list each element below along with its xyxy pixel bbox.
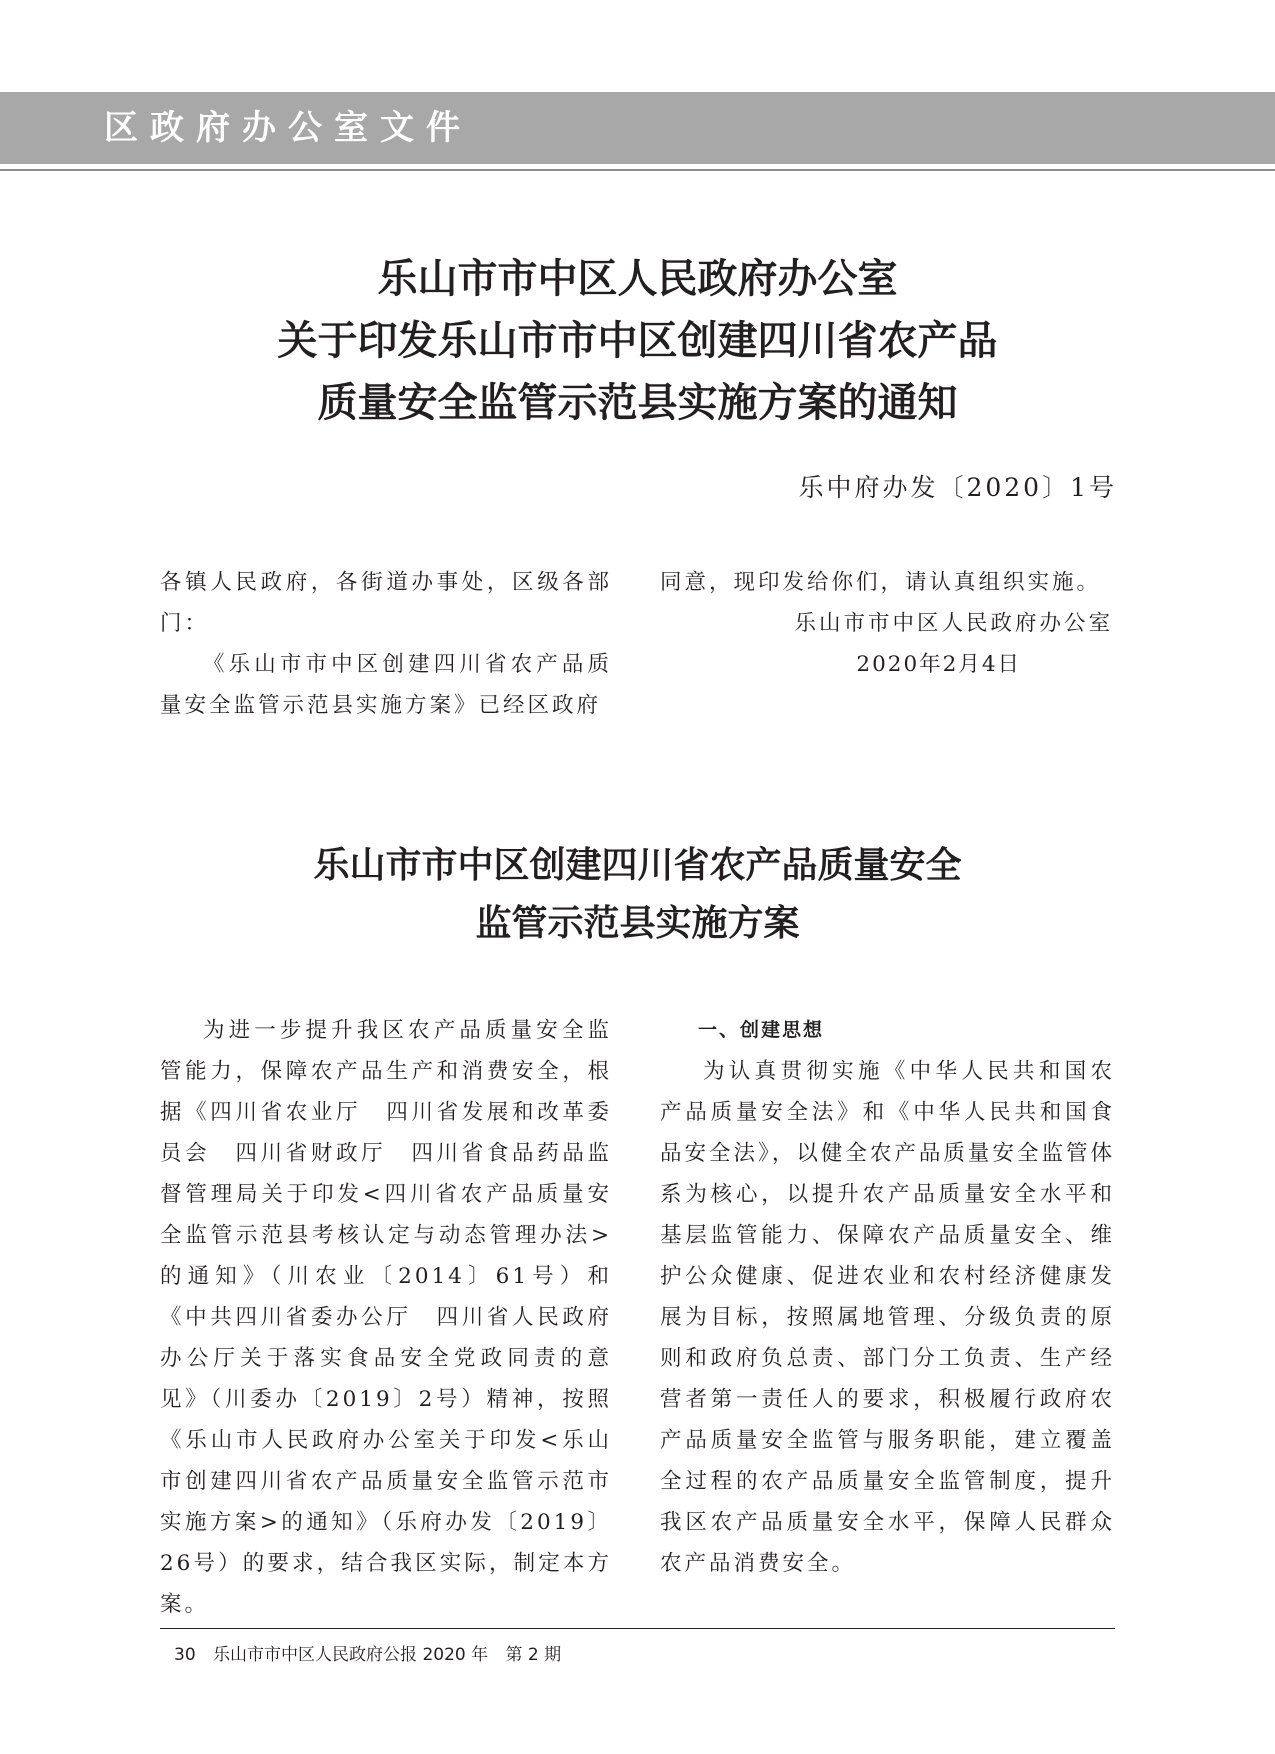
- page-number: 30: [174, 1645, 196, 1665]
- document-number: 乐中府办发〔2020〕1号: [798, 473, 1117, 502]
- notice-body-right: 同意，现印发给你们，请认真组织实施。: [660, 570, 1102, 595]
- header-divider: [0, 169, 1275, 171]
- notice-signature: 乐山市市中区人民政府办公室: [794, 611, 1113, 636]
- publication-name: 乐山市市中区人民政府公报 2020 年: [213, 1645, 489, 1665]
- notice-left-column: [160, 562, 612, 726]
- plan-title: [0, 836, 1275, 952]
- section-body: 为认真贯彻实施《中华人民共和国农产品质量安全法》和《中华人民共和国食品安全法》，以健全农产品质量安全监管体系为核心，以提升农产品质量安全水平和基层监管能力、保障农产品质量安全、维护公众健康、促进农业和农村经济健康发展为目标，按照属地管理、分级负责的原则和政府负总责、部门分工负责、生产经营者第一责任人的要求，积极履行政府农产品质量安全监管与服务职能，建立覆盖全过程的农产品质量安全监管制度，提升我区农产品质量安全水平，保障人民群众农产品消费安全。: [660, 1059, 1115, 1576]
- notice-title-line: 质量安全监管示范县实施方案的通知: [317, 379, 958, 426]
- page-footer: [174, 1640, 573, 1665]
- notice-title-line: 乐山市市中区人民政府办公室: [377, 255, 898, 302]
- notice-date: 2020年2月4日: [856, 652, 1021, 677]
- issue-number: 第 2 期: [505, 1645, 562, 1665]
- notice-body-left: 《乐山市市中区创建四川省农产品质量安全监管示范县实施方案》已经区政府: [160, 652, 612, 718]
- notice-addressee: 各镇人民政府，各街道办事处，区级各部门：: [160, 570, 612, 636]
- plan-title-line: 监管示范县实施方案: [475, 902, 800, 944]
- plan-right-column: [660, 1010, 1115, 1584]
- notice-right-column: [660, 562, 1115, 685]
- notice-title-line: 关于印发乐山市市中区创建四川省农产品: [277, 317, 998, 364]
- footer-divider: [160, 1628, 1115, 1629]
- plan-title-line: 乐山市市中区创建四川省农产品质量安全: [313, 844, 962, 886]
- section-heading: 一、创建思想: [698, 1019, 825, 1041]
- plan-intro: 为进一步提升我区农产品质量安全监管能力，保障农产品生产和消费安全，根据《四川省农业厅 四川省发展和改革委员会 四川省财政厅 四川省食品药品监督管理局关于印发<四川省农产品质量安全监管示范县考核认定与动态管理办法>的通知》（川农业〔2014〕61号）和《中共四川省委办公厅 四川省人民政府办公厅关于落实食品安全党政同责的意见》（川委办〔2019〕2号）精神，按照《乐山市人民政府办公室关于印发<乐山市创建四川省农产品质量安全监管示范市实施方案>的通知》（乐府办发〔2019〕26号）的要求，结合我区实际，制定本方案。: [160, 1018, 612, 1617]
- plan-left-column: [160, 1010, 612, 1625]
- notice-title: [0, 248, 1275, 434]
- section-header: 区政府办公室文件: [104, 108, 472, 148]
